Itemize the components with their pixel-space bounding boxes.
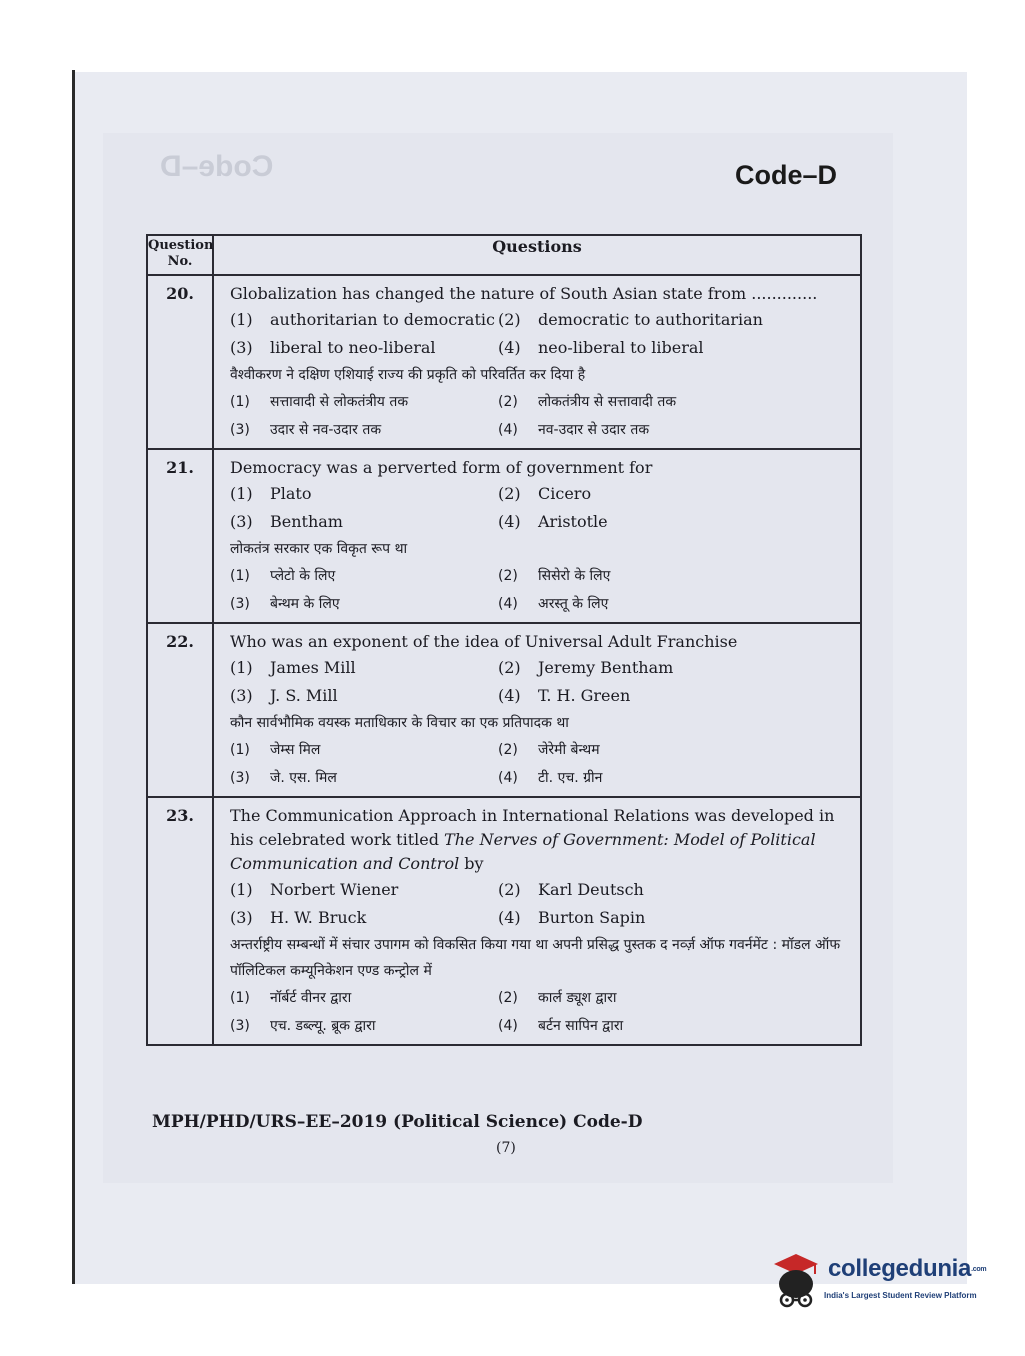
option: (2) Cicero <box>498 484 592 503</box>
option: (4) Burton Sapin <box>498 908 646 927</box>
question-number: 21. <box>147 449 213 623</box>
option: (4) अरस्तू के लिए <box>498 596 609 612</box>
option: (4) T. H. Green <box>498 686 631 705</box>
question-row-21 <box>147 449 861 623</box>
question-text-hi: लोकतंत्र सरकार एक विकृत रूप था <box>230 541 408 557</box>
option: (2) कार्ल ड्यूश द्वारा <box>498 990 617 1006</box>
question-number: 23. <box>147 797 213 1045</box>
table-header <box>147 235 861 275</box>
question-text-hi: कौन सार्वभौमिक वयस्क मताधिकार के विचार का एक प्रतिपादक था <box>230 715 569 731</box>
option: (1) जेम्स मिल <box>230 742 321 758</box>
logo-wordmark: collegedunia.com <box>828 1255 987 1282</box>
option: (3) बेन्थम के लिए <box>230 596 340 612</box>
option: (1) Norbert Wiener <box>230 880 399 899</box>
option: (3) Bentham <box>230 512 343 531</box>
options-hi <box>230 562 858 618</box>
question-row-23 <box>147 797 861 1045</box>
option: (2) democratic to authoritarian <box>498 310 763 329</box>
option: (1) Plato <box>230 484 312 503</box>
question-row-20 <box>147 275 861 449</box>
options-en <box>230 876 858 932</box>
option: (1) नॉर्बर्ट वीनर द्वारा <box>230 990 352 1006</box>
question-body <box>213 623 861 797</box>
options-en <box>230 480 858 536</box>
questions-table <box>146 234 862 1046</box>
question-text-en: Who was an exponent of the idea of Universal Adult Franchise <box>230 632 738 651</box>
option: (3) एच. डब्ल्यू. ब्रूक द्वारा <box>230 1018 376 1034</box>
option: (2) Karl Deutsch <box>498 880 644 899</box>
option: (2) लोकतंत्रीय से सत्तावादी तक <box>498 394 677 410</box>
option: (3) जे. एस. मिल <box>230 770 337 786</box>
option: (3) H. W. Bruck <box>230 908 367 927</box>
question-text-hi: अन्तर्राष्ट्रीय सम्बन्धों में संचार उपागम को विकसित किया गया था अपनी प्रसिद्ध पुस्तक द नर्व्ज़ ऑफ गवर्नमेंट : मॉडल ऑफ पॉलिटिकल कम्यूनिकेशन एण्ड कन्ट्रोल में <box>230 937 841 979</box>
option: (3) J. S. Mill <box>230 686 338 705</box>
question-row-22 <box>147 623 861 797</box>
mascot-icon <box>768 1248 824 1316</box>
options-en <box>230 654 858 710</box>
option: (4) neo-liberal to liberal <box>498 338 704 357</box>
question-body <box>213 275 861 449</box>
code-label: Code–D <box>735 160 838 190</box>
collegedunia-logo[interactable] <box>768 1248 990 1318</box>
book-title: The Nerves of Government: Model of Political Communication and Control <box>230 830 816 873</box>
question-text-en: The Communication Approach in International Relations was developed in his celebrated work titled The Nerves of Government: Model of Political Communication and Control by <box>230 806 835 873</box>
question-text-en: Democracy was a perverted form of government for <box>230 458 653 477</box>
question-number: 20. <box>147 275 213 449</box>
option: (3) liberal to neo-liberal <box>230 338 436 357</box>
header-question-no: Question No. <box>147 235 213 275</box>
options-hi <box>230 388 858 444</box>
question-body <box>213 797 861 1045</box>
header-questions: Questions <box>213 235 861 275</box>
bleed-through-code: Code–D <box>160 150 274 183</box>
option: (1) सत्तावादी से लोकतंत्रीय तक <box>230 394 409 410</box>
option: (2) सिसेरो के लिए <box>498 568 611 584</box>
footer-exam-code: MPH/PHD/URS–EE–2019 (Political Science) Code-D <box>152 1112 643 1132</box>
option: (4) टी. एच. ग्रीन <box>498 770 603 786</box>
question-text-hi: वैश्वीकरण ने दक्षिण एशियाई राज्य की प्रकृति को परिवर्तित कर दिया है <box>230 367 586 383</box>
page-number: (7) <box>496 1140 516 1156</box>
options-hi <box>230 736 858 792</box>
options-hi <box>230 984 858 1040</box>
question-number: 22. <box>147 623 213 797</box>
option: (4) Aristotle <box>498 512 608 531</box>
option: (2) Jeremy Bentham <box>498 658 674 677</box>
question-text-en: Globalization has changed the nature of South Asian state from ............. <box>230 284 818 303</box>
option: (1) authoritarian to democratic <box>230 310 495 329</box>
option: (3) उदार से नव-उदार तक <box>230 422 382 438</box>
options-en <box>230 306 858 362</box>
logo-tagline: India's Largest Student Review Platform <box>824 1291 977 1300</box>
option: (4) बर्टन सापिन द्वारा <box>498 1018 624 1034</box>
option: (1) प्लेटो के लिए <box>230 568 336 584</box>
option: (1) James Mill <box>230 658 356 677</box>
question-body <box>213 449 861 623</box>
option: (4) नव-उदार से उदार तक <box>498 422 650 438</box>
option: (2) जेरेमी बेन्थम <box>498 742 600 758</box>
